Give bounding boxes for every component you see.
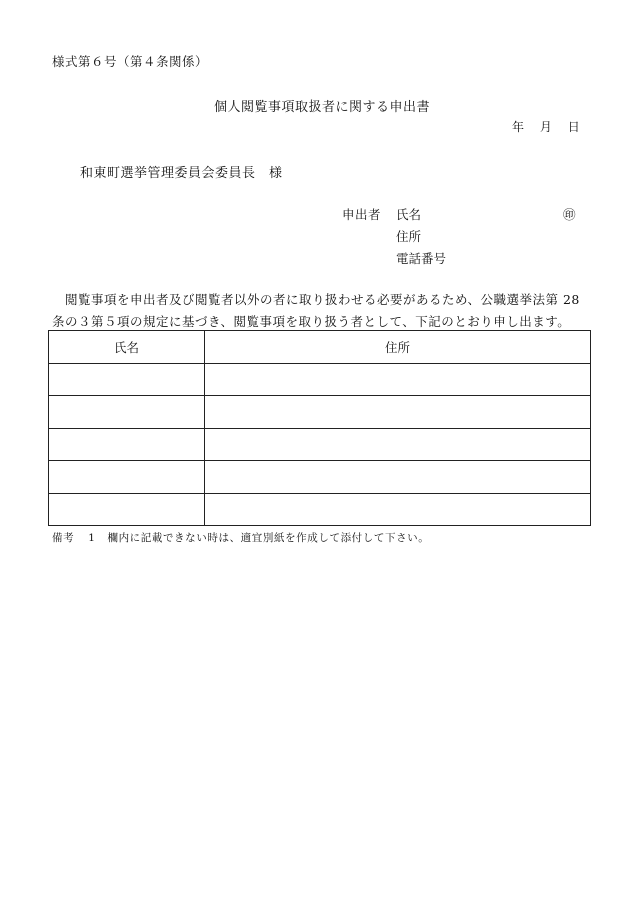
handler-table bbox=[48, 330, 591, 526]
applicant-label: 申出者 bbox=[342, 207, 382, 222]
name-cell bbox=[49, 493, 205, 526]
address-cell bbox=[205, 461, 591, 494]
form-number: 様式第６号（第４条関係） bbox=[52, 54, 209, 69]
name-cell bbox=[49, 461, 205, 494]
remarks-number: 1 bbox=[88, 532, 96, 544]
applicant-phone-label: 電話番号 bbox=[396, 251, 447, 266]
date-line bbox=[512, 118, 580, 135]
statement-line-2: 条の３第５項の規定に基づき、閲覧事項を取り扱う者として、下記のとおり申し出ます。 bbox=[52, 314, 571, 329]
address-cell bbox=[205, 363, 591, 396]
statement-line-1: 閲覧事項を申出者及び閲覧者以外の者に取り扱わせる必要があるため、公職選挙法第 28 bbox=[65, 292, 580, 307]
address-cell bbox=[205, 493, 591, 526]
name-cell bbox=[49, 363, 205, 396]
applicant-name-label: 氏名 bbox=[396, 207, 422, 222]
seal-mark: ㊞ bbox=[563, 207, 576, 222]
document-title: 個人閲覧事項取扱者に関する申出書 bbox=[214, 100, 431, 115]
table-row bbox=[49, 493, 591, 526]
applicant-address-label: 住所 bbox=[396, 229, 422, 244]
remarks-label: 備考 bbox=[52, 532, 75, 544]
remarks-note bbox=[52, 530, 429, 545]
addressee: 和東町選挙管理委員会委員長 様 bbox=[80, 166, 283, 181]
column-header-name: 氏名 bbox=[49, 331, 205, 364]
table-row bbox=[49, 428, 591, 461]
remarks-text: 欄内に記載できない時は、適宜別紙を作成して添付して下さい。 bbox=[107, 532, 430, 544]
date-year-label: 年 bbox=[512, 120, 525, 134]
table-row bbox=[49, 363, 591, 396]
column-header-address: 住所 bbox=[205, 331, 591, 364]
table-header-row bbox=[49, 331, 591, 364]
date-month-label: 月 bbox=[539, 120, 552, 134]
table-row bbox=[49, 461, 591, 494]
request-statement bbox=[52, 289, 592, 333]
table-row bbox=[49, 396, 591, 429]
address-cell bbox=[205, 428, 591, 461]
name-cell bbox=[49, 428, 205, 461]
name-cell bbox=[49, 396, 205, 429]
date-day-label: 日 bbox=[567, 120, 580, 134]
address-cell bbox=[205, 396, 591, 429]
